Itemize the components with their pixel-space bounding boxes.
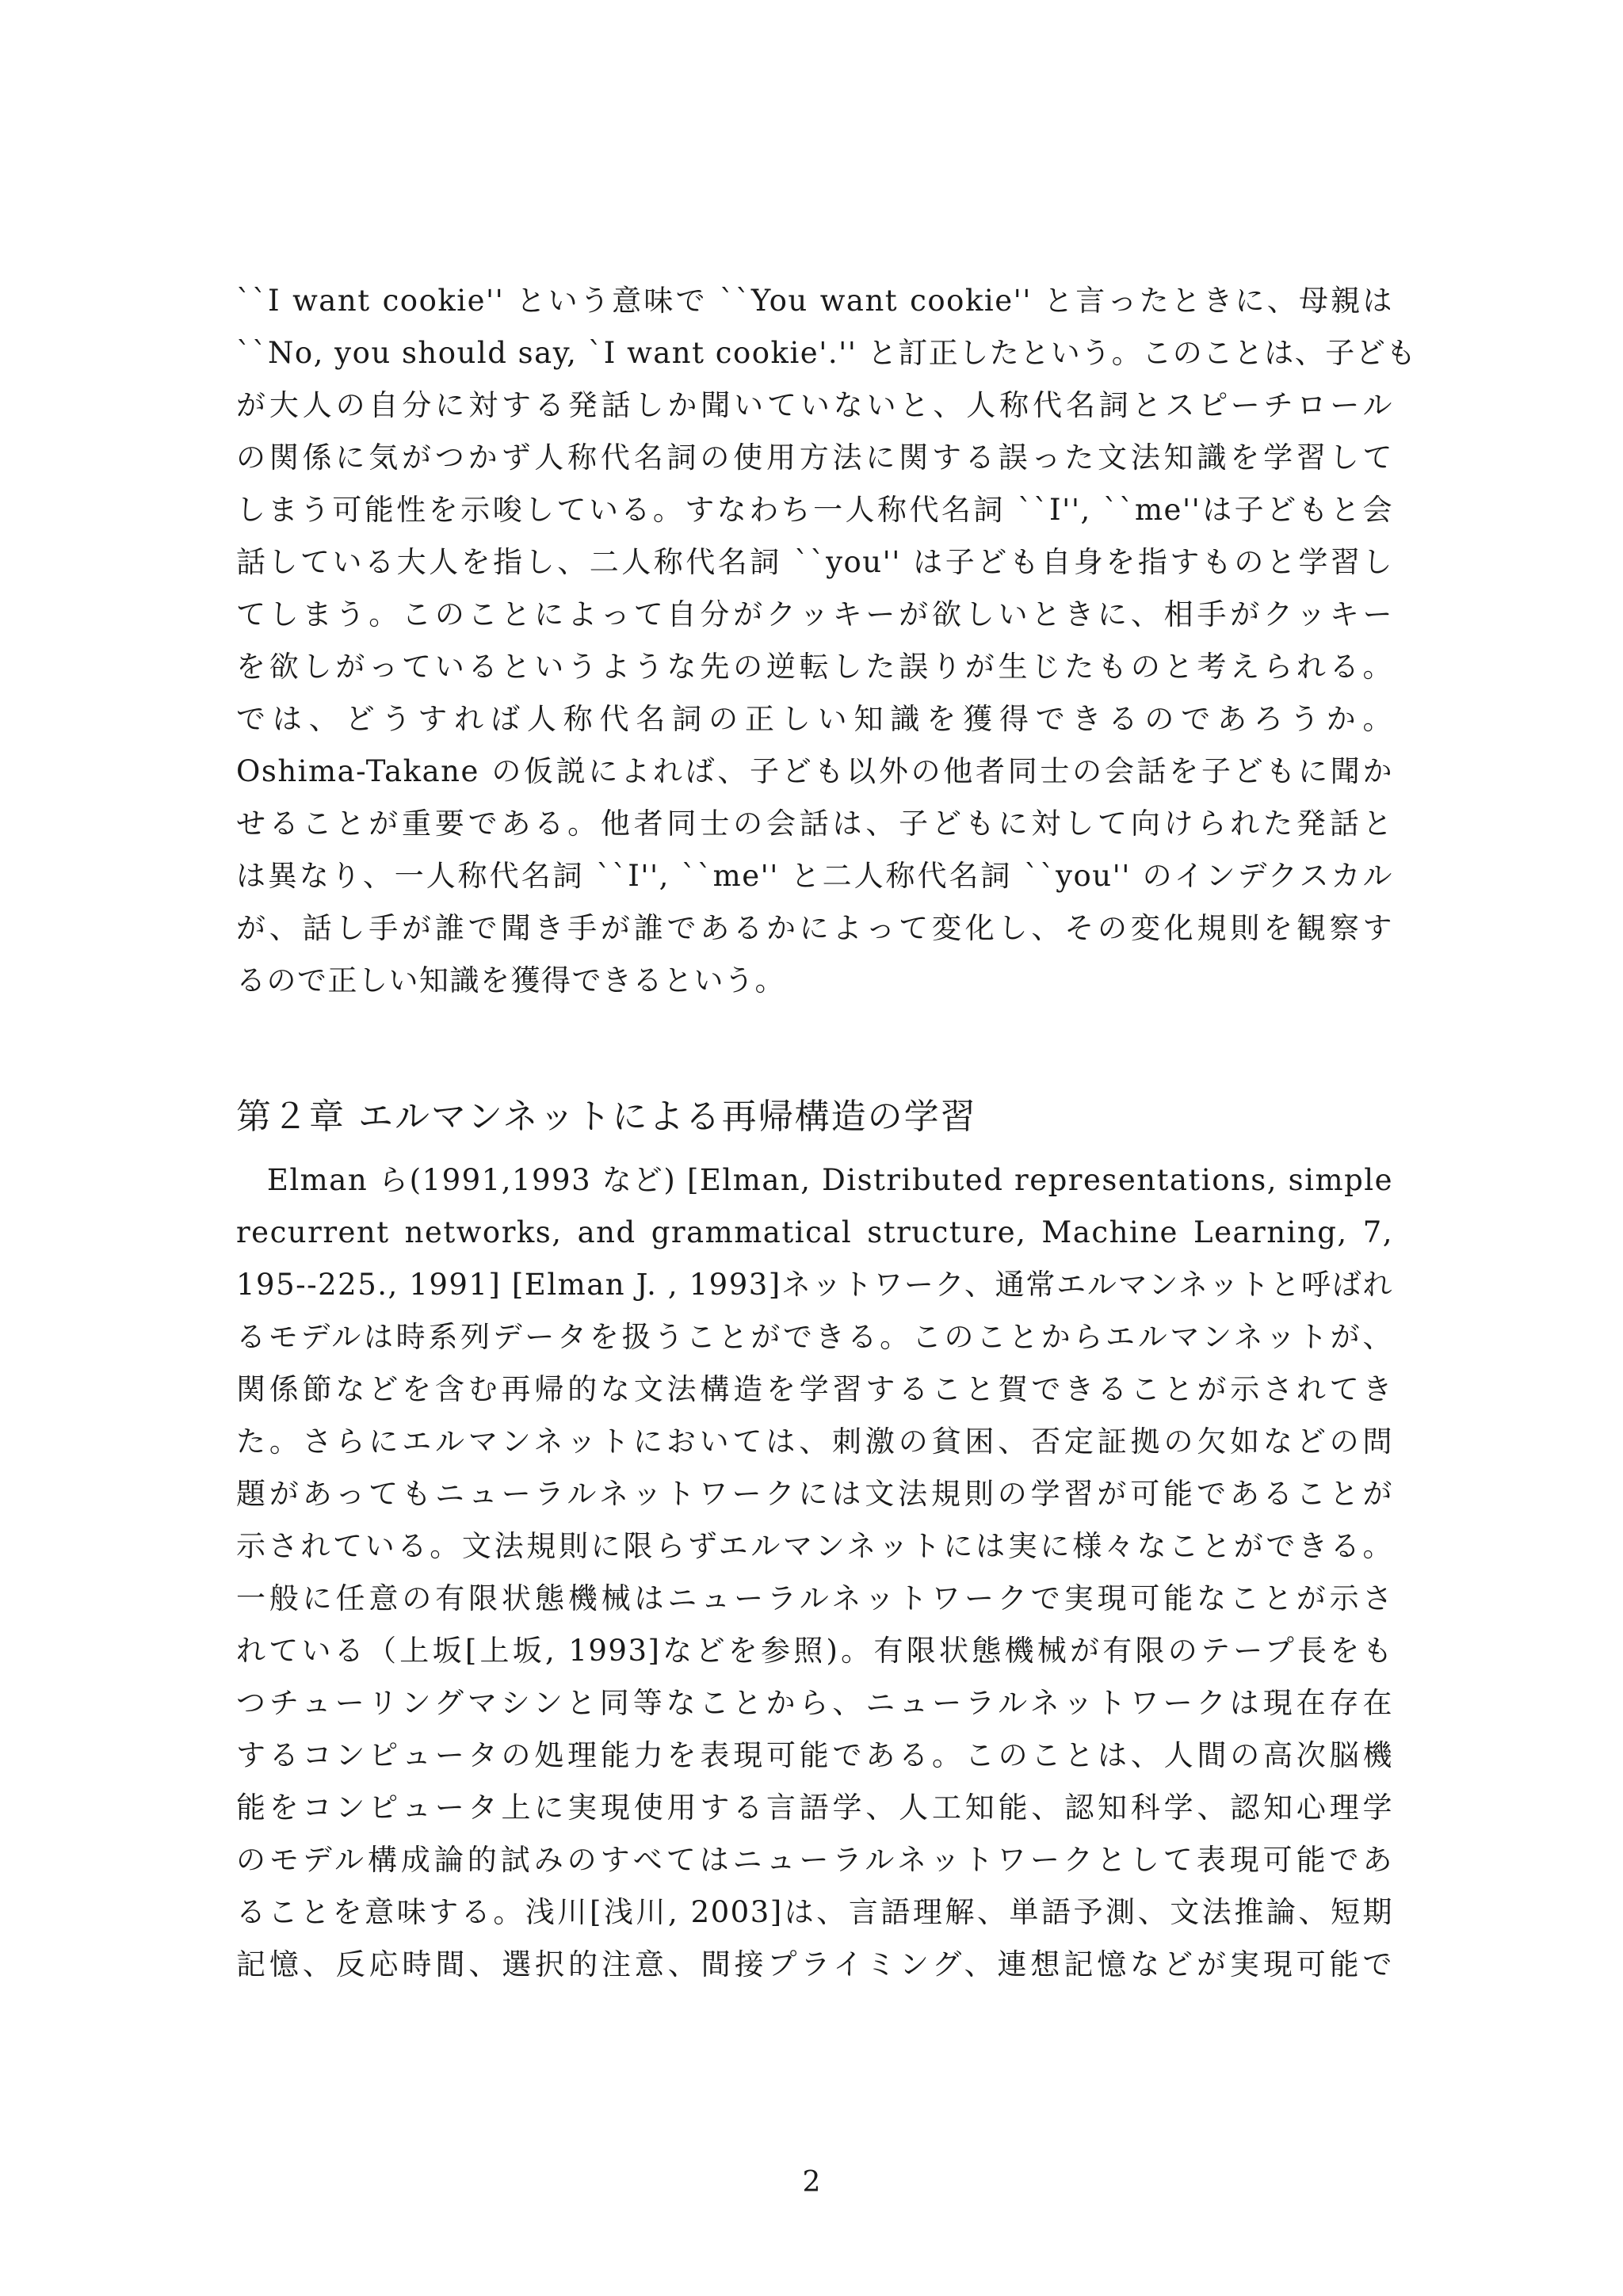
text-line: しまう可能性を示唆している。すなわち一人称代名詞 ``I'', ``me''は子どもと会 [236,493,1393,527]
page-number: 2 [802,2166,821,2199]
text-line: 195--225., 1991] [Elman J. , 1993]ネットワーク、通常エルマンネットと呼ばれ [236,1268,1393,1302]
text-line: せることが重要である。他者同士の会話は、子どもに対して向けられた発話と [236,807,1393,841]
text-line: るので正しい知識を獲得できるという。 [236,963,785,997]
text-line: てしまう。このことによって自分がクッキーが欲しいときに、相手がクッキー [236,597,1393,631]
text-line: 記憶、反応時間、選択的注意、間接プライミング、連想記憶などが実現可能で [236,1947,1393,1981]
text-line: の関係に気がつかず人称代名詞の使用方法に関する誤った文法知識を学習して [236,441,1393,475]
text-line: が大人の自分に対する発話しか聞いていないと、人称代名詞とスピーチロール [236,388,1393,422]
text-line: れている（上坂[上坂, 1993]などを参照)。有限状態機械が有限のテープ長をも [236,1634,1393,1668]
text-line: するコンピュータの処理能力を表現可能である。このことは、人間の高次脳機 [236,1738,1393,1772]
text-line: が、話し手が誰で聞き手が誰であるかによって変化し、その変化規則を観察す [236,911,1393,945]
text-line: のモデル構成論的試みのすべてはニューラルネットワークとして表現可能であ [236,1843,1393,1877]
text-line: ることを意味する。浅川[浅川, 2003]は、言語理解、単語予測、文法推論、短期 [236,1895,1393,1929]
text-line: では、どうすれば人称代名詞の正しい知識を獲得できるのであろうか。 [236,702,1393,736]
text-line: recurrent networks, and grammatical structure, Machine Learning, 7, [236,1215,1393,1249]
text-line: 話している大人を指し、二人称代名詞 ``you'' は子ども自身を指すものと学習し [236,545,1393,579]
text-line: ``I want cookie'' という意味で ``You want cookie'' と言ったときに、母親は [236,284,1393,318]
text-line: Oshima-Takane の仮説によれば、子ども以外の他者同士の会話を子どもに聞か [236,754,1393,788]
chapter-heading: 第２章 エルマンネットによる再帰構造の学習 [236,1097,977,1137]
text-line: Elman ら(1991,1993 など) [Elman, Distributed representations, simple [236,1163,1393,1197]
text-line: 一般に任意の有限状態機械はニューラルネットワークで実現可能なことが示さ [236,1581,1393,1615]
text-line: 題があってもニューラルネットワークには文法規則の学習が可能であることが [236,1477,1393,1511]
text-line: ``No, you should say, `I want cookie'.'' と訂正したという。このことは、子ども [236,336,1417,370]
text-line: を欲しがっているというような先の逆転した誤りが生じたものと考えられる。 [236,650,1393,684]
text-line: 示されている。文法規則に限らずエルマンネットには実に様々なことができる。 [236,1529,1393,1563]
text-line: 関係節などを含む再帰的な文法構造を学習すること賀できることが示されてき [236,1372,1393,1406]
text-line: るモデルは時系列データを扱うことができる。このことからエルマンネットが、 [236,1320,1393,1354]
text-line: つチューリングマシンと同等なことから、ニューラルネットワークは現在存在 [236,1686,1393,1720]
text-line: は異なり、一人称代名詞 ``I'', ``me'' と二人称代名詞 ``you'' のインデクスカル [236,859,1393,893]
text-line: 能をコンピュータ上に実現使用する言語学、人工知能、認知科学、認知心理学 [236,1791,1393,1825]
text-line: た。さらにエルマンネットにおいては、刺激の貧困、否定証拠の欠如などの問 [236,1425,1393,1459]
